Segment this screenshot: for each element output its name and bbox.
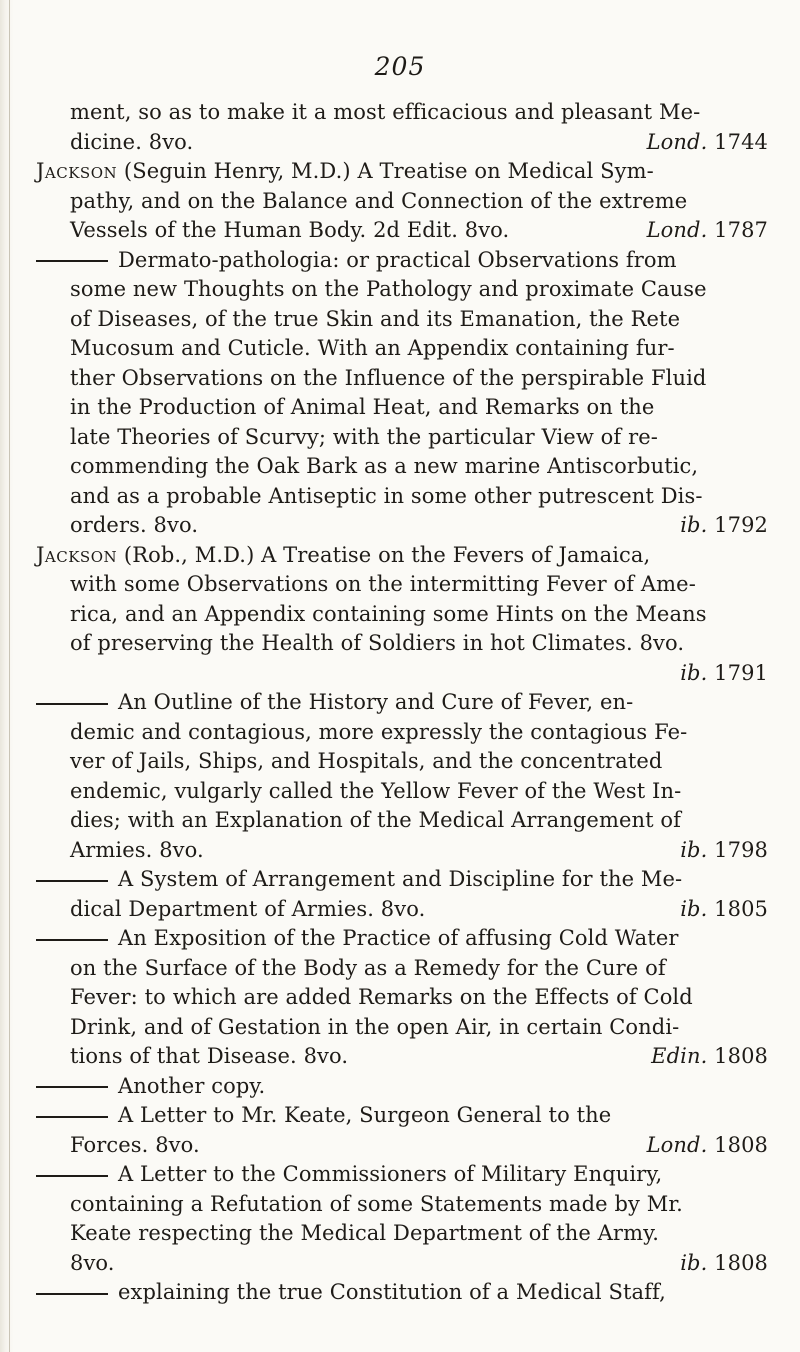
ditto-dash [36,939,108,941]
imprint-place-year: Lond. 1744 [646,129,768,154]
line-text: ver of Jails, Ships, and Hospitals, and the concentrated [70,749,663,773]
text-line [36,895,772,925]
text-line [36,423,772,453]
line-text: A Letter to the Commissioners of Military Enquiry, [36,1160,662,1190]
line-text: Mucosum and Cuticle. With an Appendix containing fur- [70,336,675,360]
text-line [36,128,772,158]
text-line [36,1190,772,1220]
text-line [36,275,772,305]
page-number: 205 [374,52,426,81]
line-text: containing a Refutation of some Statements made by Mr. [70,1191,683,1216]
text-line [36,954,772,984]
text-line [36,1042,772,1072]
line-text: An Exposition of the Practice of affusing Cold Water [36,924,679,954]
line-text: and as a probable Antiseptic in some other putrescent Dis- [70,483,703,508]
line-text: Keate respecting the Medical Department of the Army. [70,1221,660,1245]
line-text: commending the Oak Bark as a new marine Antiscorbutic, [70,454,699,478]
ditto-dash [36,703,108,705]
text-line [36,1160,772,1190]
ditto-dash [36,1086,108,1088]
page-gutter-edge [9,0,10,1352]
line-text: dies; with an Explanation of the Medical Arrangement of [70,808,682,832]
line-text: 8vo. [70,1250,115,1275]
imprint-place-year: ib. 1798 [680,837,768,862]
line-text: Forces. 8vo. [70,1132,200,1157]
line-text: Vessels of the Human Body. 2d Edit. 8vo. [70,218,510,242]
text-line [36,541,772,571]
text-line [36,1072,772,1102]
line-text: dical Department of Armies. 8vo. [70,896,426,921]
text-line [36,157,772,187]
text-line [36,865,772,895]
imprint-place-year: Lond. 1808 [646,1132,768,1157]
line-text: ther Observations on the Influence of the perspirable Fluid [70,365,707,390]
text-line [36,659,772,689]
text-line [36,511,772,541]
text-line [36,1131,772,1161]
line-text: Fever: to which are added Remarks on the Effects of Cold [70,985,693,1009]
text-line [36,747,772,777]
text-line [36,777,772,807]
line-text: Jackson (Seguin Henry, M.D.) A Treatise on Medical Sym- [36,159,654,183]
imprint-place-year: ib. 1808 [680,1250,768,1275]
ditto-dash [36,880,108,882]
text-line [36,1249,772,1279]
line-text: Jackson (Rob., M.D.) A Treatise on the Fevers of Jamaica, [36,542,651,567]
line-text: explaining the true Constitution of a Medical Staff, [36,1278,666,1308]
author-name: Jackson [36,542,118,567]
imprint-place-year: ib. 1791 [680,660,768,685]
text-line [36,1101,772,1131]
text-line [36,600,772,630]
text-line [36,1013,772,1043]
text-line [36,718,772,748]
line-text: pathy, and on the Balance and Connection of the extreme [70,188,688,213]
ditto-dash [36,1293,108,1295]
text-line [36,216,772,246]
line-text: ment, so as to make it a most efficacious and pleasant Me- [70,100,701,124]
line-text: of preserving the Health of Soldiers in hot Climates. 8vo. [70,631,685,655]
line-text: some new Thoughts on the Pathology and proximate Cause [70,277,707,301]
line-text: demic and contagious, more expressly the contagious Fe- [70,719,688,744]
text-line [36,688,772,718]
text-line [36,305,772,335]
line-text: with some Observations on the intermitting Fever of Ame- [70,572,696,596]
text-line [36,1219,772,1249]
ditto-dash [36,1175,108,1177]
imprint-place-year: Lond. 1787 [646,218,768,242]
line-text: late Theories of Scurvy; with the particular View of re- [70,424,658,449]
text-line [36,806,772,836]
ditto-dash [36,1116,108,1118]
text-line [36,836,772,866]
line-text: An Outline of the History and Cure of Fever, en- [36,688,633,718]
line-text: of Diseases, of the true Skin and its Emanation, the Rete [70,306,681,331]
line-text: Armies. 8vo. [70,837,204,862]
author-name: Jackson [36,159,118,183]
text-line [36,924,772,954]
line-text: A System of Arrangement and Discipline for the Me- [36,865,682,895]
text-line [36,570,772,600]
imprint-place-year: Edin. 1808 [651,1044,768,1068]
imprint-place-year: ib. 1805 [680,896,768,921]
line-text: dicine. 8vo. [70,129,194,154]
line-text: rica, and an Appendix containing some Hints on the Means [70,601,707,626]
text-line [36,393,772,423]
line-text: tions of that Disease. 8vo. [70,1044,349,1068]
text-line [36,452,772,482]
line-text: Another copy. [36,1072,265,1102]
text-line [36,246,772,276]
text-line [36,482,772,512]
line-text: Drink, and of Gestation in the open Air, in certain Condi- [70,1014,680,1039]
text-line [36,1278,772,1308]
line-text: orders. 8vo. [70,513,199,537]
text-line [36,629,772,659]
ditto-dash [36,260,108,262]
text-line [36,983,772,1013]
bibliography-text [36,98,772,1308]
line-text: in the Production of Animal Heat, and Remarks on the [70,395,655,419]
line-text: A Letter to Mr. Keate, Surgeon General to the [36,1101,611,1131]
line-text: endemic, vulgarly called the Yellow Fever of the West In- [70,778,682,803]
text-line [36,364,772,394]
text-line [36,98,772,128]
text-line [36,187,772,217]
imprint-place-year: ib. 1792 [680,513,768,537]
line-text: on the Surface of the Body as a Remedy for the Cure of [70,955,666,980]
text-line [36,334,772,364]
line-text: Dermato-pathologia: or practical Observations from [36,246,677,276]
